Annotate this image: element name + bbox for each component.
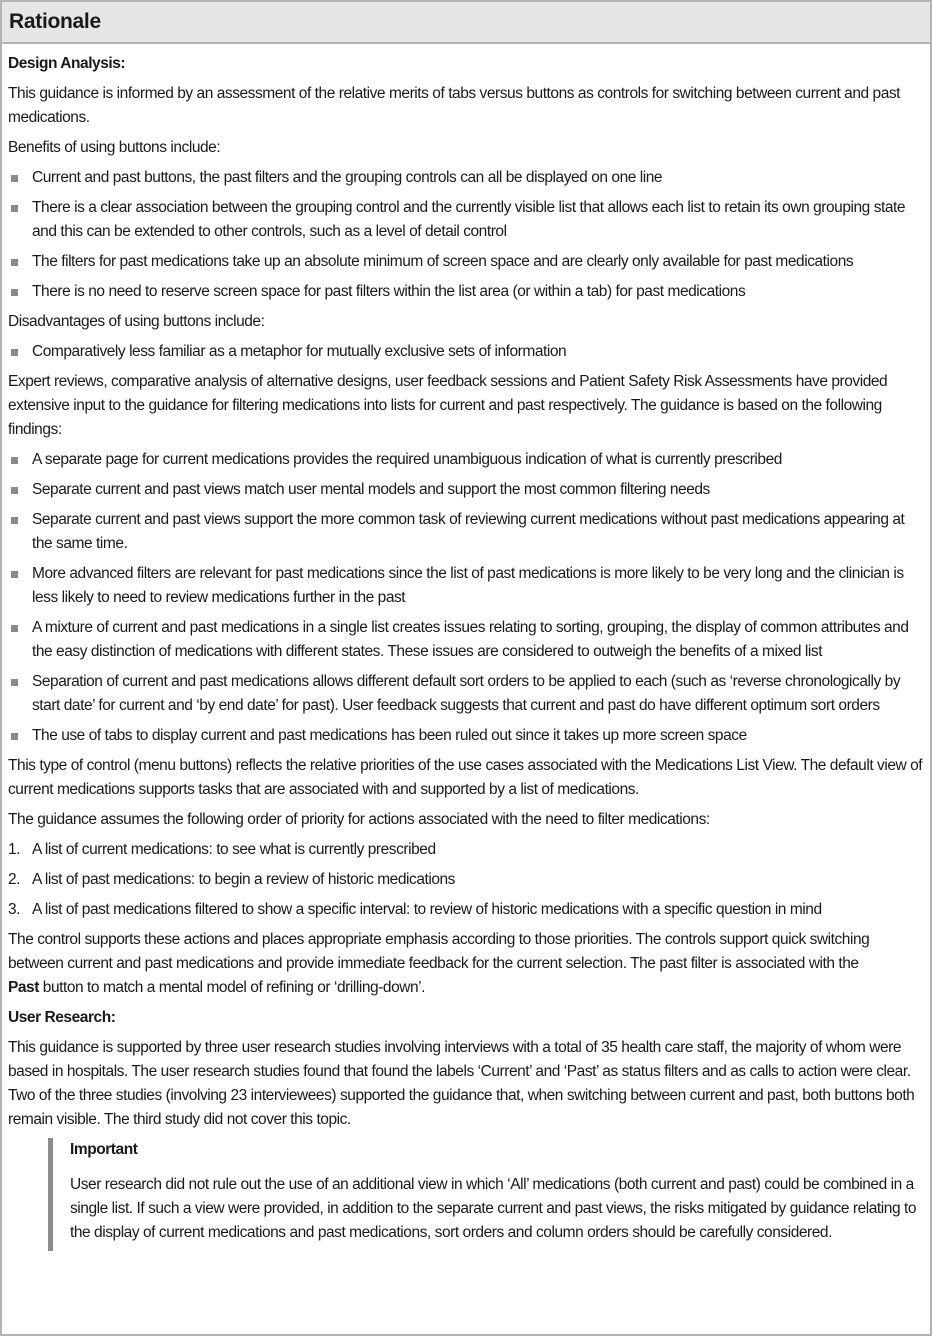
list-item-text: Comparatively less familiar as a metaphor for mutually exclusive sets of information [32,343,567,360]
list-item [8,196,924,244]
panel-header [2,2,930,44]
important-title: Important [70,1141,138,1158]
benefits-label: Benefits of using buttons include: [8,139,221,156]
list-number: 1. [8,841,21,858]
list-item [8,448,924,472]
square-bullet-icon [11,175,18,182]
user-research-body: This guidance is supported by three user research studies involving interviews with a total of 35 health care staff, the majority of whom were based in hospitals. The user research studies found that found the labels ‘Current’ and ‘Past’ as status filters and as calls to action were clear. Two of the three studies (involving 23 interviewees) supported the guidance that, when switching between current and past, both buttons both remain visible. The third study did not cover this topic. [8,1039,915,1128]
square-bullet-icon [11,679,18,686]
square-bullet-icon [11,457,18,464]
list-item [8,166,924,190]
list-item-text: Separate current and past views match user mental models and support the most common filtering needs [32,481,710,498]
square-bullet-icon [11,487,18,494]
list-item-text: There is no need to reserve screen space for past filters within the list area (or within a tab) for past medications [32,283,746,300]
list-item-text: A mixture of current and past medications in a single list creates issues relating to sorting, grouping, the display of common attributes and the easy distinction of medications with different states. These issues are considered to outweigh the benefits of a mixed list [32,619,909,660]
list-item-text: A list of past medications: to begin a review of historic medications [32,871,455,888]
list-item [8,724,924,748]
list-item [8,898,924,922]
important-body: User research did not rule out the use of an additional view in which ‘All’ medications (both current and past) could be combined in a single list. If such a view were provided, in addition to the separate current and past views, the risks mitigated by guidance relating to the display of current medications and past medications, sort orders and column orders should be carefully considered. [70,1176,916,1241]
panel-content [2,44,930,1251]
square-bullet-icon [11,625,18,632]
findings-list [8,448,924,748]
list-item [8,562,924,610]
list-item [8,838,924,862]
findings-intro: Expert reviews, comparative analysis of alternative designs, user feedback sessions and Patient Safety Risk Assessments have provided extensive input to the guidance for filtering medications into lists for current and past respectively. The guidance is based on the following findings: [8,373,888,438]
benefits-list [8,166,924,304]
disadvantages-label: Disadvantages of using buttons include: [8,313,265,330]
square-bullet-icon [11,289,18,296]
square-bullet-icon [11,733,18,740]
control-support-paragraph [8,928,924,1000]
control-type-paragraph: This type of control (menu buttons) reflects the relative priorities of the use cases associated with the Medications List View. The default view of current medications supports tasks that are associated with and supported by a list of medications. [8,757,923,798]
list-item [8,478,924,502]
square-bullet-icon [11,205,18,212]
control-support-end-text: button to match a mental model of refining or ‘drilling-down’. [38,979,426,996]
panel-title: Rationale [9,10,101,33]
list-item-text: The filters for past medications take up an absolute minimum of screen space and are clearly only available for past medications [32,253,854,270]
list-item [8,340,924,364]
list-item-text: Separate current and past views support the more common task of reviewing current medications without past medications appearing at the same time. [32,511,905,552]
list-item [8,616,924,664]
disadvantages-list [8,340,924,364]
square-bullet-icon [11,349,18,356]
list-item [8,280,924,304]
list-item [8,868,924,892]
priority-list [8,838,924,922]
list-item-text: A list of current medications: to see what is currently prescribed [32,841,436,858]
list-number: 2. [8,871,21,888]
list-item-text: The use of tabs to display current and past medications has been ruled out since it takes up more screen space [32,727,747,744]
list-item-text: There is a clear association between the grouping control and the currently visible list that allows each list to retain its own grouping state and this can be extended to other controls, such as a level of detail control [32,199,906,240]
square-bullet-icon [11,517,18,524]
list-number: 3. [8,901,21,918]
list-item-text: Current and past buttons, the past filters and the grouping controls can all be displayed on one line [32,169,663,186]
list-item-text: More advanced filters are relevant for past medications since the list of past medications is more likely to be very long and the clinician is less likely to need to review medications further in the past [32,565,904,606]
design-analysis-intro: This guidance is informed by an assessment of the relative merits of tabs versus buttons as controls for switching between current and past medications. [8,85,901,126]
square-bullet-icon [11,259,18,266]
list-item [8,670,924,718]
design-analysis-heading: Design Analysis: [8,55,126,72]
important-callout [48,1138,924,1251]
past-bold-text: Past [8,979,39,996]
list-item-text: A list of past medications filtered to show a specific interval: to review of historic medications with a specific question in mind [32,901,822,918]
list-item-text: Separation of current and past medications allows different default sort orders to be applied to each (such as ‘reverse chronologically by start date’ for current and ‘by end date’ for past). User feedback suggests that current and past do have different optimum sort orders [32,673,901,714]
square-bullet-icon [11,571,18,578]
user-research-heading: User Research: [8,1009,116,1026]
list-item-text: A separate page for current medications provides the required unambiguous indication of what is currently prescribed [32,451,782,468]
control-support-text: The control supports these actions and places appropriate emphasis according to those priorities. The controls support quick switching between current and past medications and provide immediate feedback for the current selection. The past filter is associated with the [8,931,870,972]
list-item [8,250,924,274]
priority-intro: The guidance assumes the following order of priority for actions associated with the need to filter medications: [8,811,710,828]
list-item [8,508,924,556]
